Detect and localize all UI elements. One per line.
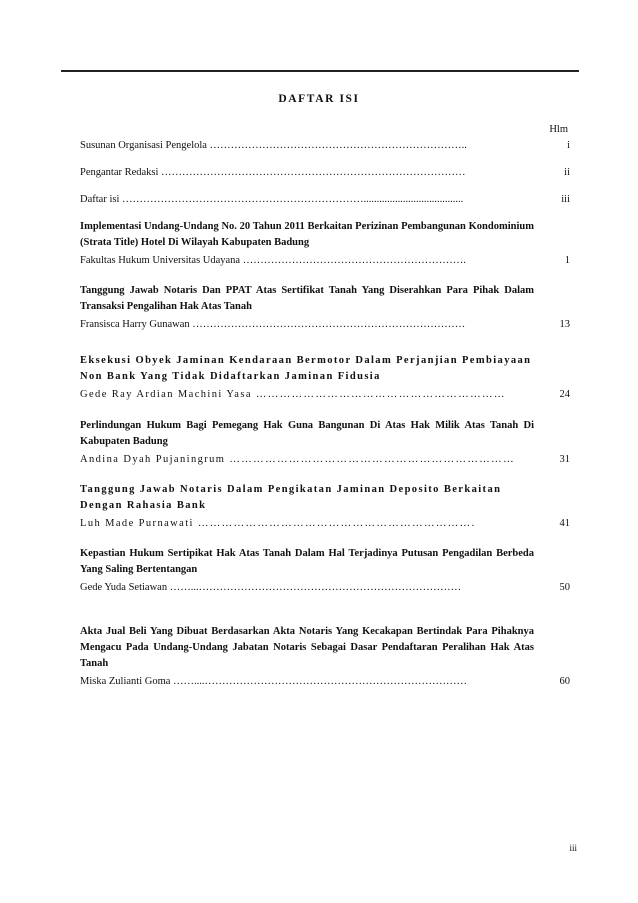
article-title: Implementasi Undang-Undang No. 20 Tahun 2011 Berkaitan Perizinan Pembangunan Kondominium (Strata Title) Hotel Di Wilayah Kabupaten Badung [80, 221, 534, 248]
toc-page-number: 13 [559, 319, 570, 330]
article-title: Eksekusi Obyek Jaminan Kendaraan Bermotor Dalam Perjanjian Pembiayaan Non Bank Yang Tidak Didaftarkan Jaminan Fidusia [80, 355, 532, 382]
toc-page-number: 50 [559, 582, 570, 593]
toc-entry-article-2[interactable] [80, 283, 580, 333]
toc-page-number: 1 [564, 255, 570, 266]
toc-entry-article-5[interactable] [80, 482, 580, 532]
toc-page-number: i [567, 140, 570, 151]
toc-page-number: 60 [559, 676, 570, 687]
article-author: Miska Zulianti Goma ……....………………………………………………………………… [80, 676, 468, 687]
toc-entry-label: Daftar isi ……………………………………………………………...................................... [80, 194, 464, 205]
article-title: Akta Jual Beli Yang Dibuat Berdasarkan Akta Notaris Yang Kecakapan Bertindak Para Pihaknya Mengacu Pada Undang-Undang Jabatan Notaris Sebagai Dasar Pendaftaran Peralihan Hak Atas Tanah [80, 626, 534, 669]
toc-line [80, 138, 580, 154]
article-title: Tanggung Jawab Notaris Dalam Pengikatan Jaminan Deposito Berkaitan Dengan Rahasia Bank [80, 484, 502, 511]
article-author: Gede Yuda Setiawan ……...………………………………………………………………… [80, 582, 462, 593]
article-author: Fakultas Hukum Universitas Udayana ………………………………………………………. [80, 255, 466, 266]
toc-entry-article-6[interactable] [80, 546, 580, 596]
toc-entry-article-7[interactable] [80, 624, 580, 690]
toc-entry-label: Susunan Organisasi Pengelola ……………………………………………………………….. [80, 140, 467, 151]
toc-entry-pengantar-redaksi[interactable] [80, 165, 580, 181]
article-title: Perlindungan Hukum Bagi Pemegang Hak Guna Bangunan Di Atas Hak Milik Atas Tanah Di Kabupaten Badung [80, 420, 534, 447]
toc-entry-daftar-isi[interactable] [80, 192, 580, 208]
article-author: Luh Made Purnawati ……………………………………………………………. [80, 518, 476, 529]
toc-line [80, 387, 580, 403]
toc-entry-article-1[interactable] [80, 219, 580, 269]
page-column-header: Hlm [549, 124, 568, 135]
toc-page-number: 31 [559, 454, 570, 465]
toc-entry-article-4[interactable] [80, 418, 580, 468]
toc-line [80, 253, 580, 269]
toc-line [80, 192, 580, 208]
toc-entry-susunan-organisasi[interactable] [80, 138, 580, 154]
article-author: Fransisca Harry Gunawan …………………………………………………………………… [80, 319, 466, 330]
toc-line [80, 580, 580, 596]
footer-page-number: iii [569, 843, 577, 853]
toc-entry-label: Pengantar Redaksi …………………………………………………………………………… [80, 167, 466, 178]
top-rule [61, 70, 579, 72]
toc-page-number: iii [561, 194, 570, 205]
toc-line [80, 674, 580, 690]
toc-page-number: 41 [559, 518, 570, 529]
toc-line [80, 516, 580, 532]
toc-page-number: ii [564, 167, 570, 178]
toc-line [80, 452, 580, 468]
page-title: DAFTAR ISI [278, 93, 360, 105]
article-author: Andina Dyah Pujaningrum ……………………………………………………………… [80, 454, 515, 465]
toc-entry-article-3[interactable] [80, 353, 580, 403]
article-author: Gede Ray Ardian Machini Yasa ……………………………………………………… [80, 389, 506, 400]
article-title: Tanggung Jawab Notaris Dan PPAT Atas Sertifikat Tanah Yang Diserahkan Para Pihak Dalam Transaksi Pengalihan Hak Atas Tanah [80, 285, 534, 312]
toc-page-number: 24 [559, 389, 570, 400]
toc-line [80, 317, 580, 333]
toc-line [80, 165, 580, 181]
article-title: Kepastian Hukum Sertipikat Hak Atas Tanah Dalam Hal Terjadinya Putusan Pengadilan Berbeda Yang Saling Bertentangan [80, 548, 534, 575]
